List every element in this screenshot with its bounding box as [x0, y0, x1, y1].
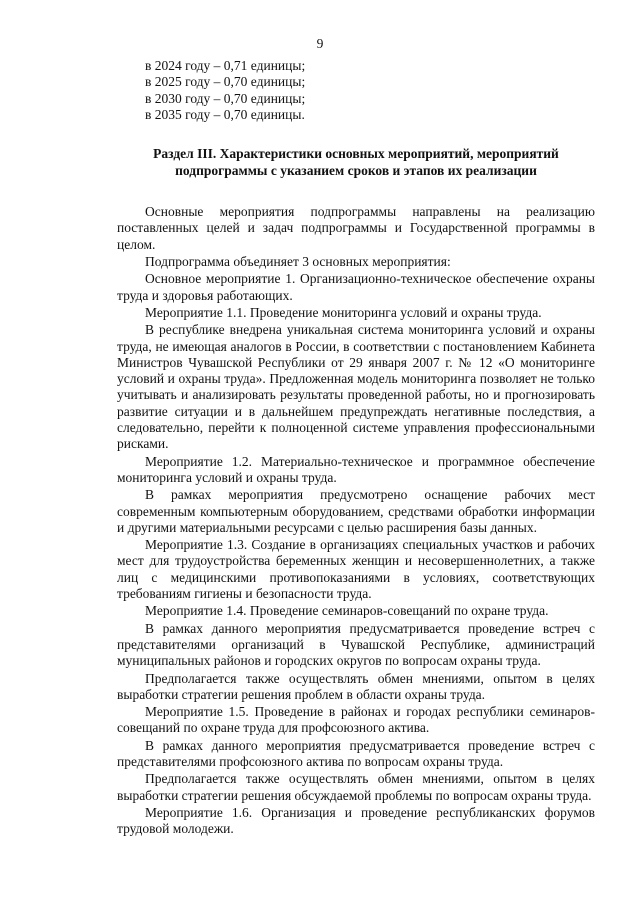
paragraph: Основное мероприятие 1. Организационно-техническое обеспечение охраны труда и здоровья работающих. — [117, 271, 595, 303]
paragraph: Мероприятие 1.6. Организация и проведение республиканских форумов трудовой молодежи. — [117, 804, 595, 837]
paragraph: В республике внедрена уникальная система мониторинга условий и охраны труда, не имеющая аналогов в России, в соответствии с постановлением Кабинета Министров Чувашской Республики от 29 января 2007 г. № 12 «О мониторинге условий и охраны труда». Предложенная модель мониторинга позволяет не только учитывать и анализировать результаты проведенной работы, но и прогнозировать развитие ситуации и в дальнейшем предупреждать негативные последствия, а следовательно, перейти к полноценной системе управления профессиональными рисками. — [117, 322, 595, 452]
indicator-list — [117, 58, 595, 123]
paragraph: Мероприятие 1.1. Проведение мониторинга условий и охраны труда. — [145, 304, 542, 320]
indicator-line: в 2035 году – 0,70 единицы. — [145, 106, 305, 122]
paragraph: Мероприятие 1.4. Проведение семинаров-совещаний по охране труда. — [145, 603, 549, 619]
section-title — [117, 145, 595, 179]
paragraph: Основные мероприятия подпрограммы направлены на реализацию поставленных целей и задач подпрограммы и Государственной программы в целом. — [117, 204, 595, 252]
indicator-line: в 2030 году – 0,70 единицы; — [145, 90, 306, 106]
paragraph: В рамках данного мероприятия предусматривается проведение встреч с представителями организаций в Чувашской Республике, администраций муниципальных районов и городских округов по вопросам охраны труда. — [117, 620, 595, 669]
indicator-line: в 2024 году – 0,71 единицы; — [145, 58, 306, 73]
indicator-line: в 2025 году – 0,70 единицы; — [145, 74, 306, 90]
paragraph: В рамках мероприятия предусмотрено оснащение рабочих мест современным компьютерным оборудованием, средствами обработки информации и другими материальными ресурсами с целью расширения базы данных. — [117, 487, 595, 535]
document-body — [117, 58, 595, 837]
paragraph: Мероприятие 1.5. Проведение в районах и городах республики семинаров-совещаний по охране труда для профсоюзного актива. — [117, 704, 595, 736]
paragraph: Мероприятие 1.3. Создание в организациях специальных участков и рабочих мест для трудоустройства беременных женщин и несовершеннолетних, а также лиц с медицинскими противопоказаниями в условиях, соответствующих требованиям гигиены и безопасности труда. — [117, 537, 595, 602]
paragraph: Предполагается также осуществлять обмен мнениями, опытом в целях выработки стратегии решения проблем в области охраны труда. — [117, 670, 595, 702]
section-title-line: подпрограммы с указанием сроков и этапов их реализации — [175, 163, 537, 179]
paragraph: Подпрограмма объединяет 3 основных мероприятия: — [145, 254, 451, 270]
section-body — [117, 204, 595, 837]
paragraph: В рамках данного мероприятия предусматривается проведение встреч с представителями профсоюзного актива по вопросам охраны труда. — [117, 737, 595, 769]
paragraph: Мероприятие 1.2. Материально-техническое и программное обеспечение мониторинга условий и охраны труда. — [117, 453, 595, 485]
paragraph: Предполагается также осуществлять обмен мнениями, опытом в целях выработки стратегии решения обсуждаемой проблемы по вопросам охраны труда. — [117, 771, 595, 803]
section-title-line: Раздел III. Характеристики основных мероприятий, мероприятий — [153, 146, 559, 162]
page-number: 9 — [316, 36, 324, 51]
